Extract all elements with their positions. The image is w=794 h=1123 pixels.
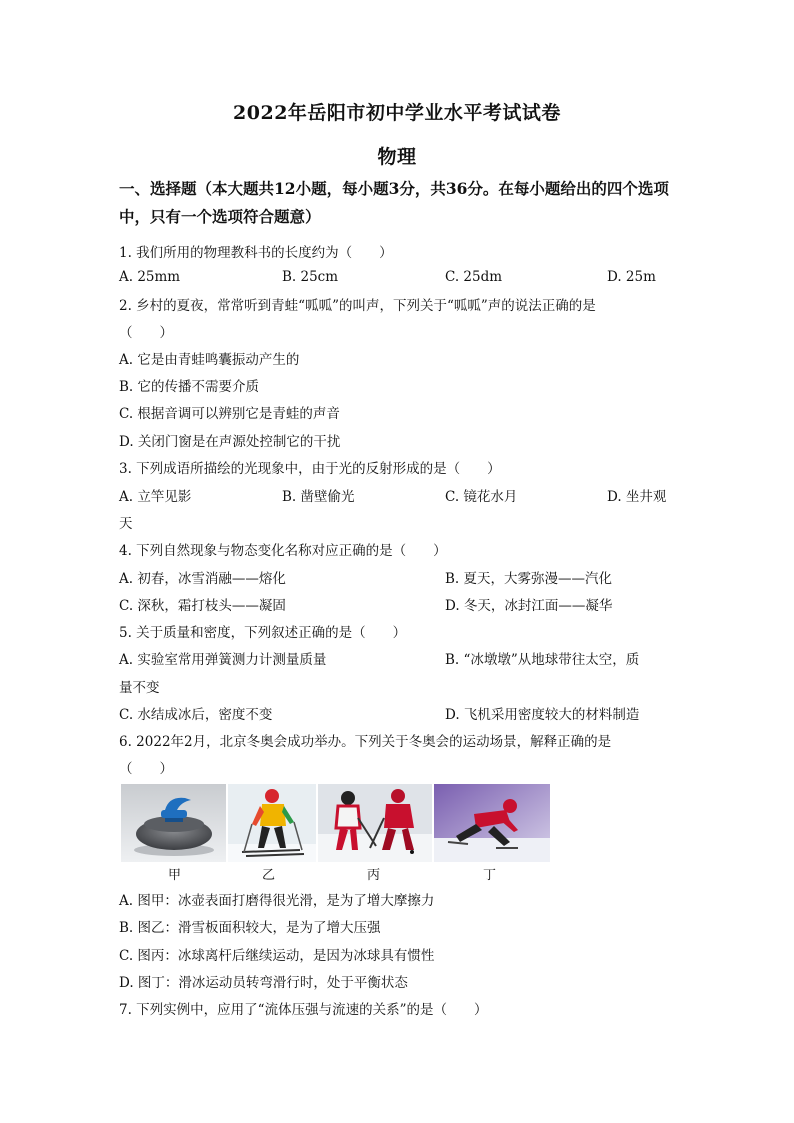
q2-option-d: D. 关闭门窗是在声源处控制它的干扰 (119, 434, 341, 450)
section-heading: 一、选择题（本大题共12小题，每小题3分，共36分。在每小题给出的四个选项中，只有一个选项符合题意） (119, 179, 669, 226)
q6-stem-paren: （ ） (119, 761, 173, 777)
caption-ding: 丁 (483, 868, 497, 883)
q2-option-b: B. 它的传播不需要介质 (119, 379, 260, 395)
q5-option-b: B. “冰墩墩”从地球带往太空，质 (445, 652, 640, 668)
subject-title: 物理 (377, 146, 417, 168)
q1-option-a: A. 25mm (119, 269, 181, 285)
q6-option-c: C. 图丙：冰球离杆后继续运动，是因为冰球具有惯性 (119, 948, 435, 964)
exam-title: 2022年岳阳市初中学业水平考试试卷 (233, 102, 561, 124)
q5-stem: 5. 关于质量和密度，下列叙述正确的是（ ） (119, 625, 407, 641)
speed-skater-image (434, 784, 550, 862)
q6-option-a: A. 图甲：冰壶表面打磨得很光滑，是为了增大摩擦力 (119, 893, 435, 909)
skier-image (228, 784, 316, 862)
q6-stem: 6. 2022年2月，北京冬奥会成功举办。下列关于冬奥会的运动场景，解释正确的是 (119, 734, 612, 750)
q2-option-a: A. 它是由青蛙鸣囊振动产生的 (119, 352, 300, 368)
q6-option-b: B. 图乙：滑雪板面积较大，是为了增大压强 (119, 920, 381, 936)
q3-stem: 3. 下列成语所描绘的光现象中，由于光的反射形成的是（ ） (119, 461, 501, 477)
q4-option-a: A. 初春，冰雪消融——熔化 (119, 571, 286, 587)
q4-option-c: C. 深秋，霜打枝头——凝固 (119, 598, 286, 614)
q1-option-c: C. 25dm (445, 269, 503, 285)
q6-option-d: D. 图丁：滑冰运动员转弯滑行时，处于平衡状态 (119, 975, 408, 991)
q3-option-a: A. 立竿见影 (119, 489, 192, 505)
q7-stem: 7. 下列实例中，应用了“流体压强与流速的关系”的是（ ） (119, 1002, 488, 1018)
caption-bing: 丙 (367, 868, 381, 883)
q4-stem: 4. 下列自然现象与物态变化名称对应正确的是（ ） (119, 543, 447, 559)
caption-yi: 乙 (262, 868, 276, 883)
q3-option-c: C. 镜花水月 (445, 489, 518, 505)
q5-option-b-wrap: 量不变 (119, 680, 160, 696)
q5-option-c: C. 水结成冰后，密度不变 (119, 707, 273, 723)
curling-stone-image (121, 784, 226, 862)
q2-stem-paren: （ ） (119, 325, 173, 341)
ice-hockey-image (318, 784, 432, 862)
q3-option-d: D. 坐井观 (607, 489, 667, 505)
q4-option-d: D. 冬天，冰封江面——凝华 (445, 598, 613, 614)
q2-option-c: C. 根据音调可以辨别它是青蛙的声音 (119, 406, 340, 422)
q5-option-a: A. 实验室常用弹簧测力计测量质量 (119, 652, 327, 668)
q3-option-b: B. 凿壁偷光 (282, 489, 355, 505)
q5-option-d: D. 飞机采用密度较大的材料制造 (445, 707, 640, 723)
q4-option-b: B. 夏天，大雾弥漫——汽化 (445, 571, 613, 587)
q1-option-d: D. 25m (607, 269, 656, 285)
q1-stem: 1. 我们所用的物理教科书的长度约为（ ） (119, 245, 393, 261)
caption-jia: 甲 (168, 868, 182, 883)
q3-option-d-wrap: 天 (119, 516, 133, 532)
q2-stem: 2. 乡村的夏夜，常常听到青蛙“呱呱”的叫声，下列关于“呱呱”声的说法正确的是 (119, 298, 596, 314)
q1-option-b: B. 25cm (282, 269, 339, 285)
